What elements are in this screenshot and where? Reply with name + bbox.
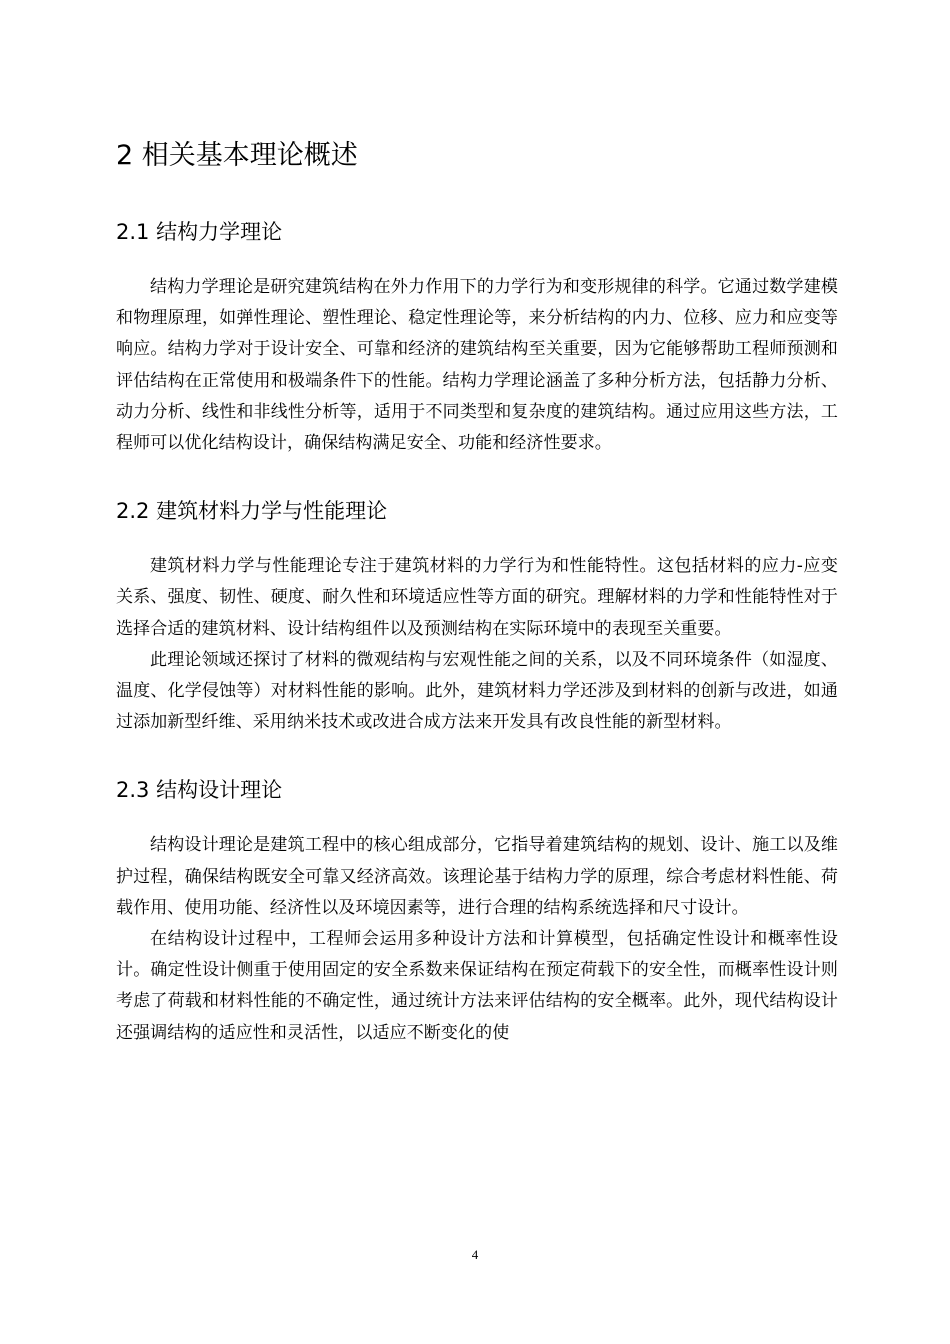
paragraph: 在结构设计过程中，工程师会运用多种设计方法和计算模型，包括确定性设计和概率性设计。确定性设计侧重于使用固定的安全系数来保证结构在预定荷载下的安全性，而概率性设计则考虑了荷载和材料性能的不确定性，通过统计方法来评估结构的安全概率。此外，现代结构设计还强调结构的适应性和灵活性，以适应不断变化的使 bbox=[116, 929, 838, 1043]
paragraph: 此理论领域还探讨了材料的微观结构与宏观性能之间的关系，以及不同环境条件（如湿度、温度、化学侵蚀等）对材料性能的影响。此外，建筑材料力学还涉及到材料的创新与改进，如通过添加新型纤维、采用纳米技术或改进合成方法来开发具有改良性能的新型材料。 bbox=[116, 649, 838, 733]
paragraph: 结构力学理论是研究建筑结构在外力作用下的力学行为和变形规律的科学。它通过数学建模和物理原理，如弹性理论、塑性理论、稳定性理论等，来分析结构的内力、位移、应力和应变等响应。结构力学对于设计安全、可靠和经济的建筑结构至关重要，因为它能够帮助工程师预测和评估结构在正常使用和极端条件下的性能。结构力学理论涵盖了多种分析方法，包括静力分析、动力分析、线性和非线性分析等，适用于不同类型和复杂度的建筑结构。通过应用这些方法，工程师可以优化结构设计，确保结构满足安全、功能和经济性要求。 bbox=[116, 277, 838, 454]
section-title: 2.3 结构设计理论 bbox=[116, 778, 283, 803]
paragraph: 建筑材料力学与性能理论专注于建筑材料的力学行为和性能特性。这包括材料的应力-应变关系、强度、韧性、硬度、耐久性和环境适应性等方面的研究。理解材料的力学和性能特性对于选择合适的建筑材料、设计结构组件以及预测结构在实际环境中的表现至关重要。 bbox=[116, 556, 838, 639]
section-2-1 bbox=[116, 214, 838, 459]
section-2-3 bbox=[116, 772, 838, 1048]
chapter-title: 2 相关基本理论概述 bbox=[116, 140, 358, 171]
paragraph: 结构设计理论是建筑工程中的核心组成部分，它指导着建筑结构的规划、设计、施工以及维护过程，确保结构既安全可靠又经济高效。该理论基于结构力学的原理，综合考虑材料性能、荷载作用、使用功能、经济性以及环境因素等，进行合理的结构系统选择和尺寸设计。 bbox=[116, 835, 838, 918]
page-content bbox=[116, 134, 838, 1049]
page-number: 4 bbox=[471, 1247, 479, 1262]
section-title: 2.2 建筑材料力学与性能理论 bbox=[116, 499, 388, 524]
section-2-2 bbox=[116, 493, 838, 738]
section-title: 2.1 结构力学理论 bbox=[116, 220, 283, 244]
